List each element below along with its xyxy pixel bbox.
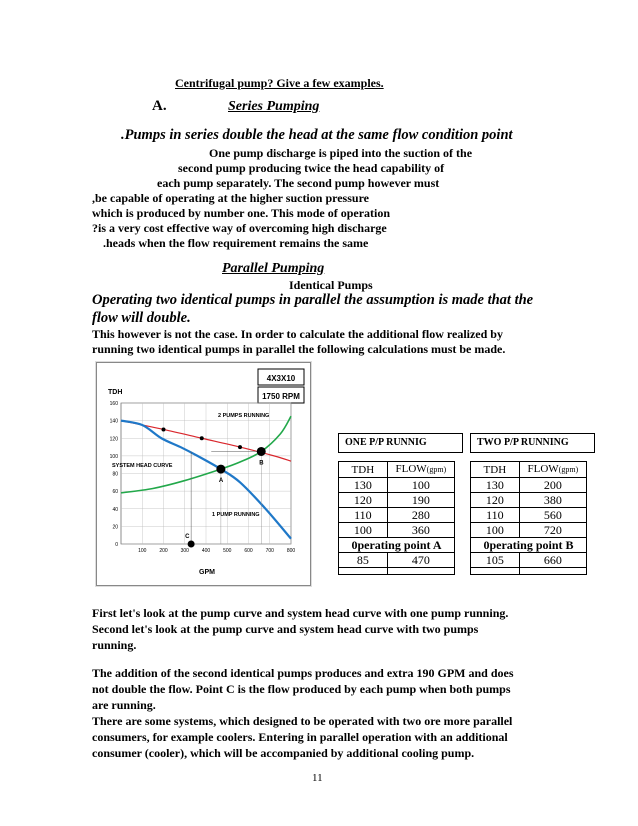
table-cell: 660 [519, 553, 586, 568]
table-one-title: ONE P/P RUNNIG [338, 433, 463, 453]
two-pumps-label: 2 PUMPS RUNNING [218, 413, 270, 419]
table-cell: 120 [471, 493, 520, 508]
operating-point-a [216, 465, 225, 474]
series-line: One pump discharge is piped into the suction of the [209, 146, 473, 160]
table-cell: 200 [519, 478, 586, 493]
parallel-text: This however is not the case. In order to calculate the additional flow realized by [92, 327, 503, 341]
table-row [339, 493, 455, 508]
x-tick-label: 500 [223, 548, 232, 554]
one-pump-label: 1 PUMP RUNNING [212, 512, 260, 518]
table-head-tdh: TDH [339, 462, 388, 478]
operating-point-label: 0perating point B [471, 538, 587, 553]
conclusion-line: consumers, for example coolers. Entering in parallel operation with an additional [92, 730, 508, 744]
y-axis-title: TDH [108, 389, 123, 396]
conclusion-line: There are some systems, which designed to be operated with two ore more parallel [92, 714, 513, 728]
pump-curve-chart [96, 362, 311, 586]
x-tick-label: 300 [180, 548, 189, 554]
table-cell: 130 [339, 478, 388, 493]
table-cell: 190 [387, 493, 454, 508]
x-tick-label: 400 [201, 548, 211, 554]
table-head-flow [387, 462, 454, 478]
table-cell: 280 [387, 508, 454, 523]
curve-marker [200, 436, 204, 440]
table-row [471, 523, 587, 538]
question-heading: Centrifugal pump? Give a few examples. [175, 76, 384, 90]
table-cell-empty [519, 568, 586, 575]
conclusion-line: consumer (cooler), which will be accompanied by additional cooling pump. [92, 746, 475, 760]
table-cell: 380 [519, 493, 586, 508]
table-head-unit: (gpm) [426, 465, 447, 474]
table-cell: 100 [471, 523, 520, 538]
explanation-line: Second let's look at the pump curve and system head curve with two pumps [92, 622, 479, 636]
y-tick-label: 80 [112, 471, 118, 478]
table-cell: 720 [519, 523, 586, 538]
point-c-label: C [185, 534, 190, 540]
series-line: ,be capable of operating at the higher suction pressure [92, 191, 370, 205]
table-cell: 110 [471, 508, 520, 523]
table-cell: 360 [387, 523, 454, 538]
y-tick-label: 100 [109, 453, 118, 460]
y-tick-label: 60 [112, 489, 118, 496]
section-letter: A. [152, 98, 167, 114]
x-tick-label: 100 [138, 548, 147, 554]
table-row [339, 553, 455, 568]
explanation-line: running. [92, 638, 137, 652]
table-cell: 560 [519, 508, 586, 523]
y-tick-label: 120 [109, 436, 118, 443]
parallel-lead: Operating two identical pumps in parallel the assumption is made that the [92, 292, 534, 308]
table-cell-empty [471, 568, 520, 575]
table-cell-empty [387, 568, 454, 575]
table-head-flow-text: FLOW [527, 463, 559, 475]
x-tick-label: 600 [244, 548, 253, 554]
chart-svg [97, 363, 310, 585]
table-row [339, 508, 455, 523]
x-axis-title: GPM [199, 569, 215, 576]
parallel-title: Parallel Pumping [222, 261, 325, 276]
system-curve-label: SYSTEM HEAD CURVE [112, 463, 173, 469]
series-line: second pump producing twice the head capability of [178, 161, 445, 175]
table-head-flow [519, 462, 586, 478]
point-b-label: B [259, 460, 264, 467]
table-row [339, 523, 455, 538]
series-line: .heads when the flow requirement remains the same [103, 236, 369, 250]
operating-point-b [257, 447, 266, 456]
table-head-tdh: TDH [471, 462, 520, 478]
series-line: ?is a very cost effective way of overcoming high discharge [92, 221, 387, 235]
model-label: 4X3X10 [266, 374, 296, 383]
operating-point-label: 0perating point A [339, 538, 455, 553]
table-head-unit: (gpm) [558, 465, 579, 474]
series-line: each pump separately. The second pump however must [157, 176, 440, 190]
conclusion-line: are running. [92, 698, 156, 712]
table-cell: 110 [339, 508, 388, 523]
series-line: which is produced by number one. This mode of operation [92, 206, 391, 220]
conclusion-line: not double the flow. Point C is the flow produced by each pump when both pumps [92, 682, 511, 696]
y-tick-label: 160 [109, 401, 118, 407]
series-lead: .Pumps in series double the head at the same flow condition point [121, 127, 513, 143]
table-cell: 130 [471, 478, 520, 493]
table-cell: 85 [339, 553, 388, 568]
table-cell: 105 [471, 553, 520, 568]
table-cell-empty [339, 568, 388, 575]
explanation-line: First let's look at the pump curve and system head curve with one pump running. [92, 606, 509, 620]
curve-marker [238, 445, 242, 449]
table-head-flow-text: FLOW [395, 463, 427, 475]
table-two-title: TWO P/P RUNNING [470, 433, 595, 453]
page-number: 11 [312, 772, 323, 784]
conclusion-line: The addition of the second identical pumps produces and extra 190 GPM and does [92, 666, 514, 680]
parallel-subtitle: Identical Pumps [289, 278, 373, 292]
table-cell: 120 [339, 493, 388, 508]
rpm-label: 1750 RPM [262, 392, 300, 401]
curve-marker [162, 427, 166, 431]
table-row [471, 508, 587, 523]
parallel-lead: flow will double. [92, 310, 191, 326]
y-tick-label: 0 [115, 542, 118, 548]
table-row [471, 553, 587, 568]
section-title: Series Pumping [228, 99, 320, 114]
table-row [339, 478, 455, 493]
point-a-label: A [218, 478, 224, 485]
parallel-text: running two identical pumps in parallel the following calculations must be made. [92, 342, 506, 356]
x-tick-label: 700 [265, 548, 274, 554]
table-two [470, 461, 587, 575]
x-tick-label: 200 [159, 548, 168, 554]
y-tick-label: 40 [112, 506, 118, 513]
table-cell: 100 [339, 523, 388, 538]
table-one [338, 461, 455, 575]
table-row [471, 478, 587, 493]
table-cell: 100 [387, 478, 454, 493]
x-tick-label: 800 [286, 548, 296, 554]
y-tick-label: 20 [112, 524, 118, 531]
y-tick-label: 140 [109, 418, 118, 425]
table-cell: 470 [387, 553, 454, 568]
point-c [188, 541, 195, 548]
table-row [471, 493, 587, 508]
